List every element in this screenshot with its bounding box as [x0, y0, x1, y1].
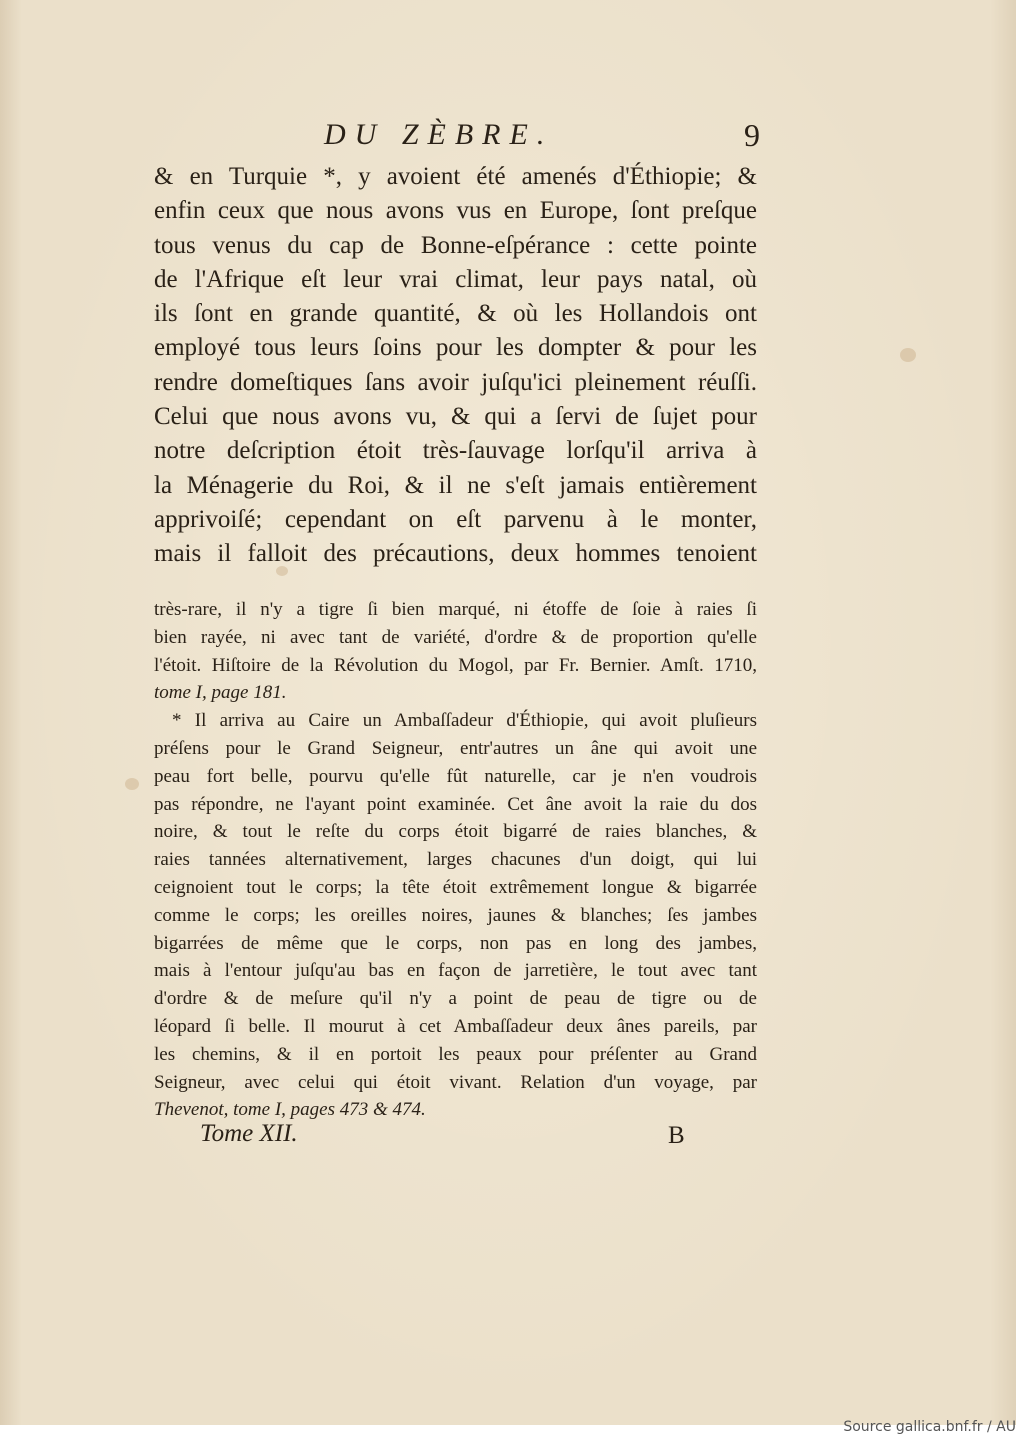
main-text-line: rendre domeſtiques ſans avoir juſqu'ici pleinement réuſſi. [154, 368, 757, 396]
footnote-line: pas répondre, ne l'ayant point examinée. Cet âne avoit la raie du dos [154, 793, 757, 815]
foxing-spot [900, 348, 916, 362]
main-text-line: employé tous leurs ſoins pour les dompter & pour les [154, 334, 757, 362]
main-text-line: de l'Afrique eſt leur vrai climat, leur pays natal, où [154, 265, 757, 293]
footnote-line: noire, & tout le reſte du corps étoit bigarré de raies blanches, & [154, 821, 757, 843]
footnotes-block [154, 596, 757, 1124]
main-text-block [154, 160, 757, 572]
main-text-line: enfin ceux que nous avons vus en Europe, ſont preſque [154, 197, 757, 225]
main-text-line: apprivoiſé; cependant on eſt parvenu à le monter, [154, 505, 757, 533]
citation-text: Thevenot, tome I, pages 473 & 474. [154, 1099, 426, 1121]
footnote-line: ceignoient tout le corps; la tête étoit extrêmement longue & bigarrée [154, 876, 757, 898]
main-text-line: mais il falloit des précautions, deux hommes tenoient [154, 540, 757, 568]
footnote-line: d'ordre & de meſure qu'il n'y a point de peau de tigre ou de [154, 988, 757, 1010]
footnote-line: l'étoit. Hiſtoire de la Révolution du Mogol, par Fr. Bernier. Amſt. 1710, [154, 654, 757, 676]
source-credit: Source gallica.bnf.fr / AU [843, 1419, 1016, 1435]
footnote-line: bien rayée, ni avec tant de variété, d'ordre & de proportion qu'elle [154, 626, 757, 648]
footnote-line: comme le corps; les oreilles noires, jaunes & blanches; ſes jambes [154, 904, 757, 926]
citation-text: tome I, page 181. [154, 682, 287, 704]
gathering-letter: B [668, 1122, 685, 1149]
running-head: DU ZÈBRE. [324, 118, 554, 151]
footnote-line: mais à l'entour juſqu'au bas en façon de jarretière, le tout avec tant [154, 960, 757, 982]
footnote-line: léopard ſi belle. Il mourut à cet Ambaſſadeur deux ânes pareils, par [154, 1015, 757, 1037]
footnote-line: bigarrées de même que le corps, non pas en long des jambes, [154, 932, 757, 954]
main-text-line: tous venus du cap de Bonne-eſpérance : cette pointe [154, 231, 757, 259]
footnote-line: peau fort belle, pourvu qu'elle fût naturelle, car je n'en voudrois [154, 765, 757, 787]
footnote-line: raies tannées alternativement, larges chacunes d'un doigt, qui lui [154, 849, 757, 871]
main-text-line: la Ménagerie du Roi, & il ne s'eſt jamais entièrement [154, 471, 757, 499]
volume-signature: Tome XII. [200, 1120, 298, 1147]
footnote-line: les chemins, & il en portoit les peaux pour préſenter au Grand [154, 1043, 757, 1065]
footnote-line: très-rare, il n'y a tigre ſi bien marqué, ni étoffe de ſoie à raies ſi [154, 599, 757, 620]
footnote-line: Seigneur, avec celui qui étoit vivant. Relation d'un voyage, par [154, 1071, 757, 1093]
main-text-line: Celui que nous avons vu, & qui a ſervi de ſujet pour [154, 403, 757, 431]
footnote-line: préſens pour le Grand Seigneur, entr'autres un âne qui avoit une [154, 737, 757, 759]
main-text-line: notre deſcription étoit très-ſauvage lorſqu'il arriva à [154, 437, 757, 465]
page-number: 9 [744, 117, 760, 153]
main-text-line: & en Turquie *, y avoient été amenés d'Éthiopie; & [154, 163, 757, 190]
foxing-spot [125, 778, 139, 790]
footnote-line [154, 679, 757, 707]
footnote-line: * Il arriva au Caire un Ambaſſadeur d'Éthiopie, qui avoit pluſieurs [172, 710, 757, 732]
main-text-line: ils ſont en grande quantité, & où les Hollandois ont [154, 300, 757, 328]
